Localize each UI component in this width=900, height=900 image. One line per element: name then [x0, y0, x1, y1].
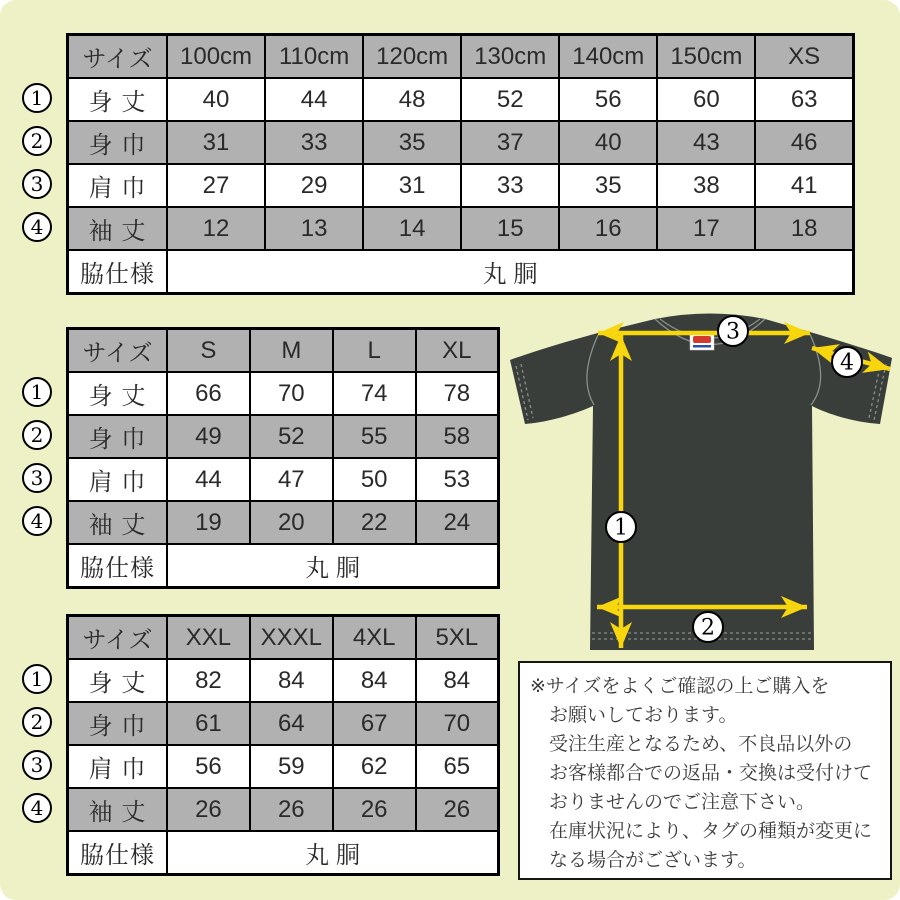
footer-value: 丸 胴: [167, 250, 854, 294]
svg-text:3: 3: [726, 319, 740, 345]
value-cell: 55: [333, 415, 416, 458]
table-row: [68, 745, 499, 788]
size-col-header: 100cm: [167, 35, 265, 79]
size-col-header: 110cm: [265, 35, 363, 79]
value-cell: 31: [363, 164, 461, 207]
value-cell: 50: [333, 458, 416, 501]
value-cell: 13: [265, 207, 363, 250]
value-cell: 52: [461, 78, 559, 121]
value-cell: 84: [250, 659, 333, 702]
row-label: 袖 丈: [68, 788, 168, 831]
measure-point-1: [606, 512, 636, 542]
size-col-header: M: [250, 329, 333, 373]
big-size-table-wrap: [30, 614, 500, 876]
value-cell: 40: [559, 121, 657, 164]
size-label-header: サイズ: [68, 329, 168, 373]
notice-line: なる場合がございます。: [549, 850, 757, 871]
value-cell: 70: [250, 372, 333, 415]
size-col-header: XL: [416, 329, 499, 373]
size-col-header: 5XL: [416, 616, 499, 660]
table-row: [68, 372, 499, 415]
size-label-header: サイズ: [68, 35, 168, 79]
row-label: 身 巾: [68, 415, 168, 458]
value-cell: 59: [250, 745, 333, 788]
value-cell: 40: [167, 78, 265, 121]
value-cell: 18: [755, 207, 853, 250]
value-cell: 82: [167, 659, 250, 702]
table-row: [68, 458, 499, 501]
value-cell: 35: [363, 121, 461, 164]
size-label-header: サイズ: [68, 616, 168, 660]
table-row: [68, 659, 499, 702]
row-label: 袖 丈: [68, 207, 168, 250]
measure-point-2: [693, 612, 723, 642]
footer-value: 丸 胴: [167, 831, 499, 875]
big-sizes: [66, 614, 500, 876]
value-cell: 47: [250, 458, 333, 501]
row-label: 肩 巾: [68, 745, 168, 788]
value-cell: 58: [416, 415, 499, 458]
size-col-header: S: [167, 329, 250, 373]
value-cell: 65: [416, 745, 499, 788]
size-col-header: 4XL: [333, 616, 416, 660]
value-cell: 53: [416, 458, 499, 501]
table-row: [68, 207, 854, 250]
value-cell: 20: [250, 501, 333, 544]
value-cell: 26: [167, 788, 250, 831]
value-cell: 62: [333, 745, 416, 788]
purchase-notice-box: [518, 661, 892, 880]
value-cell: 56: [167, 745, 250, 788]
circled-number: 1: [22, 377, 52, 407]
footer-value: 丸 胴: [167, 544, 499, 588]
footer-label: 脇仕様: [68, 831, 168, 875]
circled-number: 2: [22, 126, 52, 156]
row-label: 身 丈: [68, 659, 168, 702]
row-label: 袖 丈: [68, 501, 168, 544]
size-col-header: XXL: [167, 616, 250, 660]
notice-line: 受注生産となるため、不良品以外の: [549, 734, 853, 755]
row-label: 肩 巾: [68, 458, 168, 501]
circled-number: 4: [22, 212, 52, 242]
value-cell: 15: [461, 207, 559, 250]
value-cell: 29: [265, 164, 363, 207]
value-cell: 66: [167, 372, 250, 415]
value-cell: 78: [416, 372, 499, 415]
value-cell: 60: [657, 78, 755, 121]
notice-line: 在庫状況により、タグの種類が変更に: [549, 821, 873, 842]
value-cell: 41: [755, 164, 853, 207]
table-row: [68, 501, 499, 544]
brand-tag-icon: [690, 333, 714, 350]
size-col-header: XXXL: [250, 616, 333, 660]
table-row: [68, 702, 499, 745]
value-cell: 56: [559, 78, 657, 121]
adult-size-table-wrap: [30, 327, 500, 589]
footer-label: 脇仕様: [68, 544, 168, 588]
measure-point-4: [832, 347, 862, 377]
footer-row: [68, 831, 499, 875]
size-col-header: 140cm: [559, 35, 657, 79]
value-cell: 14: [363, 207, 461, 250]
value-cell: 49: [167, 415, 250, 458]
size-col-header: 130cm: [461, 35, 559, 79]
value-cell: 48: [363, 78, 461, 121]
value-cell: 44: [265, 78, 363, 121]
table-row: [68, 415, 499, 458]
circled-number: 3: [22, 750, 52, 780]
row-label: 身 丈: [68, 372, 168, 415]
value-cell: 63: [755, 78, 853, 121]
circled-number: 3: [22, 169, 52, 199]
value-cell: 61: [167, 702, 250, 745]
notice-line: ※サイズをよくご確認の上ご購入を: [530, 676, 830, 697]
footer-row: [68, 544, 499, 588]
tshirt-diagram: [500, 296, 900, 660]
value-cell: 35: [559, 164, 657, 207]
svg-text:2: 2: [701, 615, 715, 641]
size-col-header: 150cm: [657, 35, 755, 79]
footer-label: 脇仕様: [68, 250, 168, 294]
kids-sizes: [66, 33, 855, 295]
notice-line: おりませんのでご注意下さい。: [549, 792, 816, 813]
adult-sizes: [66, 327, 500, 589]
size-col-header: XS: [755, 35, 853, 79]
value-cell: 67: [333, 702, 416, 745]
value-cell: 22: [333, 501, 416, 544]
value-cell: 31: [167, 121, 265, 164]
table-row: [68, 788, 499, 831]
circled-number: 1: [22, 664, 52, 694]
circled-number: 1: [22, 83, 52, 113]
measure-point-3: [718, 316, 748, 346]
svg-text:1: 1: [614, 515, 628, 541]
value-cell: 27: [167, 164, 265, 207]
value-cell: 24: [416, 501, 499, 544]
value-cell: 37: [461, 121, 559, 164]
circled-number: 2: [22, 707, 52, 737]
value-cell: 43: [657, 121, 755, 164]
row-label: 身 巾: [68, 121, 168, 164]
value-cell: 46: [755, 121, 853, 164]
row-label: 肩 巾: [68, 164, 168, 207]
svg-text:4: 4: [840, 350, 854, 376]
value-cell: 84: [416, 659, 499, 702]
row-label: 身 丈: [68, 78, 168, 121]
value-cell: 64: [250, 702, 333, 745]
value-cell: 84: [333, 659, 416, 702]
value-cell: 16: [559, 207, 657, 250]
table-row: [68, 78, 854, 121]
value-cell: 38: [657, 164, 755, 207]
size-col-header: 120cm: [363, 35, 461, 79]
value-cell: 17: [657, 207, 755, 250]
circled-number: 4: [22, 793, 52, 823]
table-row: [68, 121, 854, 164]
value-cell: 26: [250, 788, 333, 831]
value-cell: 33: [461, 164, 559, 207]
value-cell: 26: [333, 788, 416, 831]
size-col-header: L: [333, 329, 416, 373]
notice-line: お客様都合での返品・交換は受付けて: [549, 763, 873, 784]
circled-number: 4: [22, 506, 52, 536]
value-cell: 19: [167, 501, 250, 544]
footer-row: [68, 250, 854, 294]
value-cell: 12: [167, 207, 265, 250]
value-cell: 26: [416, 788, 499, 831]
value-cell: 33: [265, 121, 363, 164]
value-cell: 70: [416, 702, 499, 745]
kids-size-table-wrap: [30, 33, 855, 295]
notice-line: お願いしております。: [549, 705, 738, 726]
row-label: 身 巾: [68, 702, 168, 745]
value-cell: 44: [167, 458, 250, 501]
table-row: [68, 164, 854, 207]
circled-number: 2: [22, 420, 52, 450]
value-cell: 74: [333, 372, 416, 415]
value-cell: 52: [250, 415, 333, 458]
circled-number: 3: [22, 463, 52, 493]
